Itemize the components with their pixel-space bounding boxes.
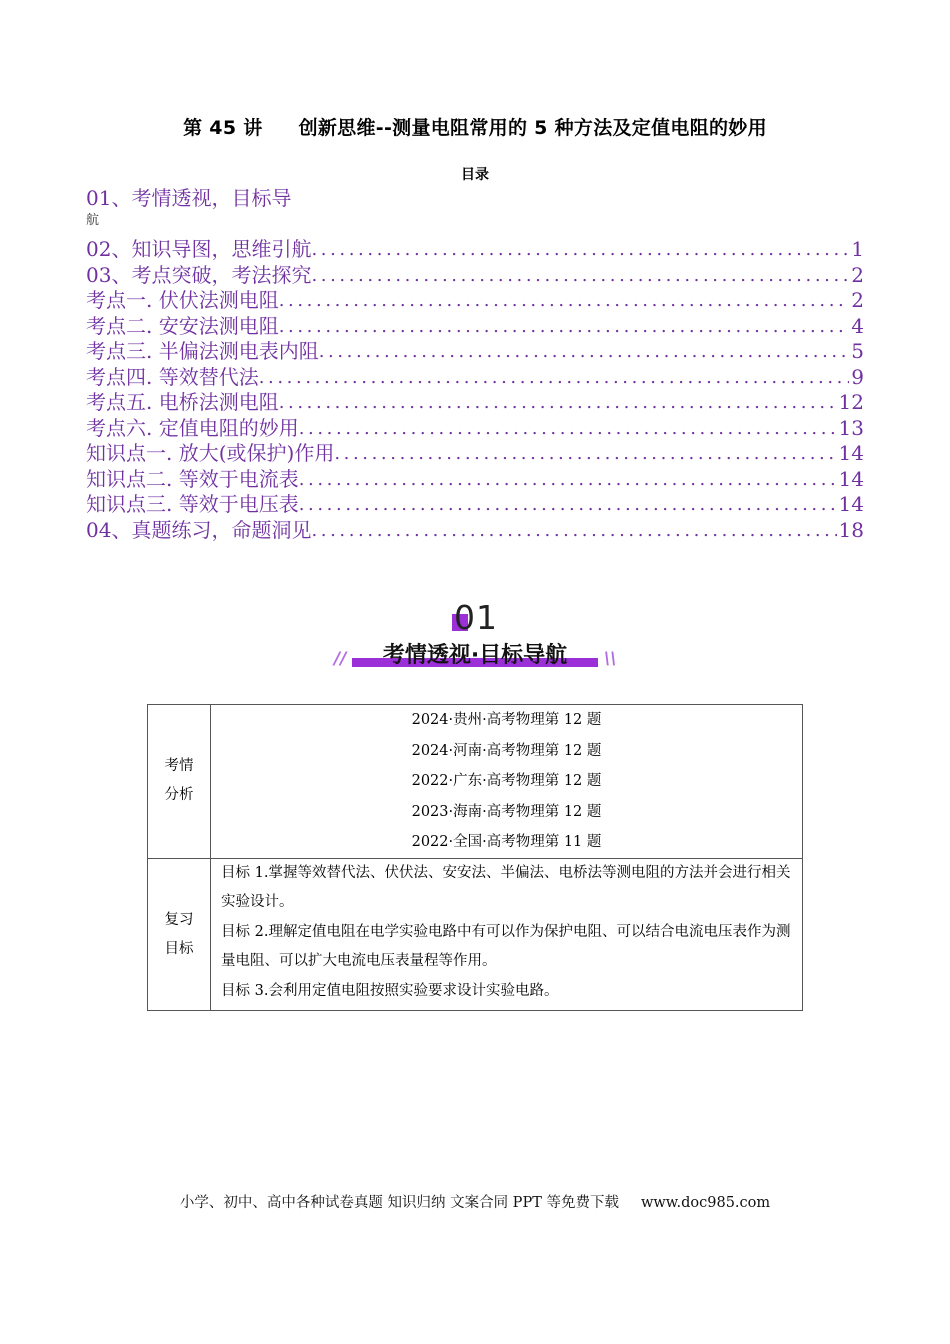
toc-item-text: 02、知识导图，思维引航 (86, 237, 312, 261)
toc-item[interactable] (86, 288, 864, 314)
toc-heading: 目录 (461, 167, 489, 183)
toc-item-text: 考点四. 等效替代法 (86, 364, 259, 389)
analysis-header-cell: 考情 分析 (148, 705, 211, 859)
toc-item-continuation: 航 (86, 213, 100, 228)
toc-page-number: 9 (851, 364, 864, 389)
toc-leader-dots (299, 416, 837, 442)
toc-item-text: 03、考点突破，考法探究 (86, 262, 312, 287)
toc-leader-dots (311, 263, 849, 289)
analysis-item: 2024·贵州·高考物理第 12 题 (411, 712, 602, 728)
toc-item[interactable] (86, 390, 864, 416)
section-banner (330, 596, 620, 676)
toc-leader-dots (334, 441, 836, 467)
exam-info-table (147, 704, 803, 1011)
banner-slash-right: \\ (604, 649, 617, 669)
toc-item[interactable] (86, 339, 864, 365)
toc-item[interactable] (86, 263, 864, 289)
toc-leader-dots (299, 492, 837, 518)
toc-page-number: 14 (838, 466, 864, 491)
toc-item[interactable] (86, 518, 864, 544)
table-row-goals (148, 858, 803, 1011)
footer-text: 小学、初中、高中各种试卷真题 知识归纳 文案合同 PPT 等免费下载 (179, 1195, 619, 1211)
goals-header-cell: 复习 目标 (148, 858, 211, 1011)
toc-page-number: 14 (838, 441, 864, 465)
toc-leader-dots (311, 237, 849, 263)
analysis-items-cell (211, 705, 803, 859)
toc-item-text: 考点二. 安安法测电阻 (86, 313, 279, 338)
goal-item: 目标 1.掌握等效替代法、伏伏法、安安法、半偏法、电桥法等测电阻的方法并会进行相关实验设计。 (221, 864, 791, 911)
banner-number: 01 (454, 598, 498, 637)
toc-leader-dots (279, 390, 837, 416)
analysis-item: 2022·广东·高考物理第 12 题 (411, 773, 602, 790)
goals-cell (211, 858, 803, 1011)
toc-page-number: 2 (851, 262, 864, 287)
toc-page-number: 1 (851, 237, 864, 261)
toc-item[interactable] (86, 237, 864, 263)
footer-url[interactable]: www.doc985.com (640, 1195, 771, 1211)
toc-item[interactable] (86, 416, 864, 442)
toc-page-number: 2 (851, 288, 864, 312)
toc-page-number: 5 (851, 339, 864, 363)
toc-page-number: 14 (838, 492, 864, 516)
toc-item-first[interactable] (86, 183, 864, 229)
toc-leader-dots (279, 288, 850, 314)
toc-leader-dots (311, 518, 836, 544)
toc-page-number: 18 (838, 517, 864, 542)
toc-leader-dots (299, 467, 837, 493)
page-title (0, 113, 950, 140)
toc-item[interactable] (86, 441, 864, 467)
analysis-item: 2022·全国·高考物理第 11 题 (411, 834, 602, 851)
banner-label: 考情透视·目标导航 (382, 643, 568, 668)
toc-item[interactable] (86, 492, 864, 518)
toc-item-text: 考点五. 电桥法测电阻 (86, 390, 279, 414)
toc-item-text: 知识点三. 等效于电压表 (86, 492, 299, 516)
goal-item: 目标 2.理解定值电阻在电学实验电路中有可以作为保护电阻、可以结合电流电压表作为测量电阻、可以扩大电流电压表量程等作用。 (221, 923, 791, 970)
toc-item[interactable] (86, 314, 864, 340)
toc-page-number: 13 (838, 415, 864, 440)
toc-item-text: 04、真题练习，命题洞见 (86, 517, 312, 542)
toc-item-text: 考点一. 伏伏法测电阻 (86, 288, 279, 312)
toc-item-text: 知识点二. 等效于电流表 (86, 466, 299, 491)
toc-item-text: 考点六. 定值电阻的妙用 (86, 415, 299, 440)
toc-leader-dots (319, 339, 850, 365)
lecture-subject: 创新思维--测量电阻常用的 5 种方法及定值电阻的妙用 (298, 117, 767, 139)
toc-item-text: 考点三. 半偏法测电表内阻 (86, 339, 319, 363)
toc-item-text: 01、考情透视，目标导 (86, 186, 292, 210)
toc-list (86, 237, 864, 543)
toc-item[interactable] (86, 467, 864, 493)
table-row-analysis (148, 705, 803, 859)
toc-item[interactable] (86, 365, 864, 391)
table-of-contents (86, 183, 864, 543)
toc-item-text: 知识点一. 放大(或保护)作用 (86, 441, 335, 465)
toc-leader-dots (279, 314, 850, 340)
toc-leader-dots (259, 365, 850, 391)
toc-page-number: 4 (851, 313, 864, 338)
page-footer (0, 1191, 950, 1212)
analysis-item: 2023·海南·高考物理第 12 题 (411, 803, 602, 820)
banner-slash-left: // (334, 649, 347, 669)
toc-page-number: 12 (838, 390, 864, 414)
goal-item: 目标 3.会利用定值电阻按照实验要求设计实验电路。 (221, 982, 559, 999)
analysis-item: 2024·河南·高考物理第 12 题 (411, 742, 602, 759)
lecture-number: 第 45 讲 (183, 117, 263, 139)
